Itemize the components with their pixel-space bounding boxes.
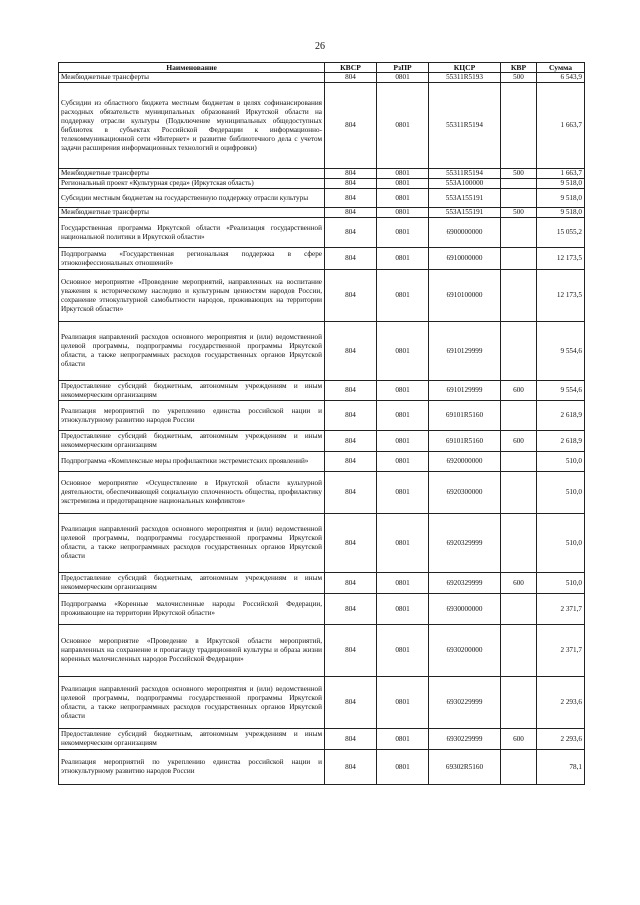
cell-kcsr: 6910100000 [429,270,501,322]
cell-kvsr: 804 [325,472,377,514]
cell-kvr [501,594,537,625]
cell-rzpr: 0801 [377,73,429,83]
cell-kvsr: 804 [325,189,377,208]
table-row [59,189,585,208]
table-row [59,208,585,218]
cell-sum: 6 543,9 [537,73,585,83]
cell-sum: 510,0 [537,514,585,573]
cell-kvsr: 804 [325,594,377,625]
cell-rzpr: 0801 [377,179,429,189]
cell-kvsr: 804 [325,208,377,218]
table-row [59,381,585,401]
cell-rzpr: 0801 [377,625,429,677]
cell-kvsr: 804 [325,514,377,573]
cell-rzpr: 0801 [377,189,429,208]
table-row [59,179,585,189]
cell-name: Межбюджетные трансферты [59,73,325,83]
table-row [59,472,585,514]
cell-kvr [501,189,537,208]
cell-rzpr: 0801 [377,729,429,750]
cell-rzpr: 0801 [377,677,429,729]
cell-rzpr: 0801 [377,208,429,218]
cell-kcsr: 6930229999 [429,729,501,750]
cell-kvr [501,179,537,189]
table-row [59,729,585,750]
cell-kvr: 600 [501,381,537,401]
cell-name: Реализация направлений расходов основного мероприятия и (или) ведомственной целевой программы, подпрограммы государственной программы Иркутской области, а также непрограммных расходов государственных органов Иркутской области [59,514,325,573]
table-row [59,401,585,431]
cell-kvsr: 804 [325,169,377,179]
cell-kcsr: 69101R5160 [429,401,501,431]
cell-kvr [501,83,537,169]
cell-rzpr: 0801 [377,452,429,472]
page-number: 26 [315,41,325,52]
table-row [59,270,585,322]
cell-rzpr: 0801 [377,322,429,381]
cell-sum: 510,0 [537,472,585,514]
cell-kcsr: 6910129999 [429,381,501,401]
cell-sum: 2 293,6 [537,729,585,750]
cell-kvr [501,677,537,729]
table-row [59,322,585,381]
cell-kvr [501,472,537,514]
cell-name: Реализация направлений расходов основного мероприятия и (или) ведомственной целевой программы, подпрограммы государственной программы Иркутской области, а также непрограммных расходов государственных органов Иркутской области [59,677,325,729]
cell-name: Реализация мероприятий по укреплению единства российской нации и этнокультурному развитию народов России [59,750,325,785]
cell-rzpr: 0801 [377,472,429,514]
cell-kcsr: 69101R5160 [429,431,501,452]
cell-kcsr: 6920000000 [429,452,501,472]
cell-name: Межбюджетные трансферты [59,208,325,218]
cell-kvr [501,322,537,381]
cell-name: Подпрограмма «Коренные малочисленные народы Российской Федерации, проживающие на территории Иркутской области» [59,594,325,625]
cell-sum: 2 618,9 [537,401,585,431]
cell-kvsr: 804 [325,73,377,83]
cell-sum: 2 371,7 [537,594,585,625]
cell-rzpr: 0801 [377,169,429,179]
cell-sum: 2 293,6 [537,677,585,729]
cell-kvsr: 804 [325,248,377,270]
table-row [59,83,585,169]
cell-kvsr: 804 [325,452,377,472]
table-row [59,431,585,452]
cell-sum: 9 554,6 [537,322,585,381]
cell-kcsr: 6930200000 [429,625,501,677]
cell-name: Основное мероприятие «Проведение мероприятий, направленных на воспитание уважения к историческому наследию и культурным ценностям народов России, сохранение этнокультурной самобытности народов, проживающих на территории Иркутской области» [59,270,325,322]
cell-kvr: 600 [501,729,537,750]
cell-kcsr: 6920329999 [429,573,501,594]
cell-sum: 9 518,0 [537,179,585,189]
cell-kcsr: 6910129999 [429,322,501,381]
table-row [59,677,585,729]
table-row [59,514,585,573]
cell-kcsr: 553A155191 [429,208,501,218]
header-kvsr: КВСР [325,63,377,73]
cell-name: Предоставление субсидий бюджетным, автономным учреждениям и иным некоммерческим организациям [59,573,325,594]
cell-sum: 510,0 [537,573,585,594]
cell-rzpr: 0801 [377,401,429,431]
cell-kvsr: 804 [325,322,377,381]
budget-table [58,62,585,785]
cell-kcsr: 6930000000 [429,594,501,625]
cell-rzpr: 0801 [377,83,429,169]
cell-rzpr: 0801 [377,573,429,594]
cell-sum: 12 173,5 [537,248,585,270]
cell-sum: 2 618,9 [537,431,585,452]
cell-kvr [501,625,537,677]
cell-kvsr: 804 [325,179,377,189]
cell-rzpr: 0801 [377,248,429,270]
cell-kvsr: 804 [325,625,377,677]
header-name: Наименование [59,63,325,73]
table-row [59,750,585,785]
table-row [59,594,585,625]
cell-kvr [501,401,537,431]
cell-name: Межбюджетные трансферты [59,169,325,179]
cell-name: Государственная программа Иркутской области «Реализация государственной национальной политики в Иркутской области» [59,218,325,248]
cell-sum: 9 554,6 [537,381,585,401]
cell-rzpr: 0801 [377,218,429,248]
cell-kvr [501,270,537,322]
cell-kcsr: 55311R5194 [429,169,501,179]
cell-sum: 9 518,0 [537,208,585,218]
cell-kvsr: 804 [325,573,377,594]
table-row [59,452,585,472]
header-kcsr: КЦСР [429,63,501,73]
cell-kvr: 500 [501,73,537,83]
table-row [59,218,585,248]
cell-rzpr: 0801 [377,750,429,785]
table-row [59,625,585,677]
cell-rzpr: 0801 [377,431,429,452]
cell-kcsr: 55311R5194 [429,83,501,169]
table-row [59,573,585,594]
cell-rzpr: 0801 [377,594,429,625]
cell-name: Подпрограмма «Комплексные меры профилактики экстремистских проявлений» [59,452,325,472]
table-row [59,248,585,270]
cell-kvr: 500 [501,169,537,179]
cell-kvr [501,514,537,573]
cell-kcsr: 55311R5193 [429,73,501,83]
cell-kvsr: 804 [325,729,377,750]
cell-kvsr: 804 [325,218,377,248]
cell-kvr [501,452,537,472]
cell-sum: 2 371,7 [537,625,585,677]
cell-kvsr: 804 [325,270,377,322]
cell-sum: 15 055,2 [537,218,585,248]
cell-kvsr: 804 [325,677,377,729]
header-sum: Сумма [537,63,585,73]
cell-kvsr: 804 [325,401,377,431]
cell-name: Предоставление субсидий бюджетным, автономным учреждениям и иным некоммерческим организациям [59,729,325,750]
cell-kcsr: 553A100000 [429,179,501,189]
cell-kvr: 600 [501,431,537,452]
cell-sum: 78,1 [537,750,585,785]
table-row [59,169,585,179]
cell-kcsr: 6900000000 [429,218,501,248]
header-rzpr: РзПР [377,63,429,73]
cell-kcsr: 553A155191 [429,189,501,208]
cell-rzpr: 0801 [377,381,429,401]
cell-sum: 1 663,7 [537,169,585,179]
cell-kvr [501,248,537,270]
cell-kvsr: 804 [325,83,377,169]
cell-sum: 1 663,7 [537,83,585,169]
table-header-row [59,63,585,73]
cell-kvsr: 804 [325,381,377,401]
cell-rzpr: 0801 [377,270,429,322]
cell-sum: 9 518,0 [537,189,585,208]
cell-name: Региональный проект «Культурная среда» (Иркутская область) [59,179,325,189]
cell-name: Основное мероприятие «Осуществление в Иркутской области культурной деятельности, обеспечивающей социальную сплоченность общества, профилактику экстремизма и предотвращение национальных конфликтов» [59,472,325,514]
cell-kvr: 600 [501,573,537,594]
cell-name: Предоставление субсидий бюджетным, автономным учреждениям и иным некоммерческим организациям [59,431,325,452]
cell-sum: 12 173,5 [537,270,585,322]
cell-kvr [501,750,537,785]
cell-kcsr: 69302R5160 [429,750,501,785]
cell-kvsr: 804 [325,431,377,452]
cell-kvr: 500 [501,208,537,218]
cell-kvr [501,218,537,248]
cell-kcsr: 6930229999 [429,677,501,729]
table-row [59,73,585,83]
cell-name: Предоставление субсидий бюджетным, автономным учреждениям и иным некоммерческим организациям [59,381,325,401]
header-kvr: КВР [501,63,537,73]
cell-kcsr: 6920329999 [429,514,501,573]
cell-name: Субсидии из областного бюджета местным бюджетам в целях софинансирования расходных обязательств муниципальных образований Иркутской области на поддержку отрасли культуры (Подключение муниципальных общедоступных библиотек в субъектах Российской Федерации к информационно-телекоммуникационной сети «Интернет» и развитие библиотечного дела с учетом задачи расширения информационных технологий и оцифровки) [59,83,325,169]
cell-sum: 510,0 [537,452,585,472]
cell-name: Реализация мероприятий по укреплению единства российской нации и этнокультурному развитию народов России [59,401,325,431]
cell-kvsr: 804 [325,750,377,785]
cell-name: Основное мероприятие «Проведение в Иркутской области мероприятий, направленных на сохранение и пропаганду традиционной культуры и образа жизни коренных малочисленных народов Российской Федерации» [59,625,325,677]
cell-rzpr: 0801 [377,514,429,573]
cell-name: Субсидии местным бюджетам на государственную поддержку отрасли культуры [59,189,325,208]
cell-name: Подпрограмма «Государственная региональная поддержка в сфере этноконфессиональных отношений» [59,248,325,270]
cell-name: Реализация направлений расходов основного мероприятия и (или) ведомственной целевой программы, подпрограммы государственной программы Иркутской области, а также непрограммных расходов государственных органов Иркутской области [59,322,325,381]
cell-kcsr: 6910000000 [429,248,501,270]
cell-kcsr: 6920300000 [429,472,501,514]
